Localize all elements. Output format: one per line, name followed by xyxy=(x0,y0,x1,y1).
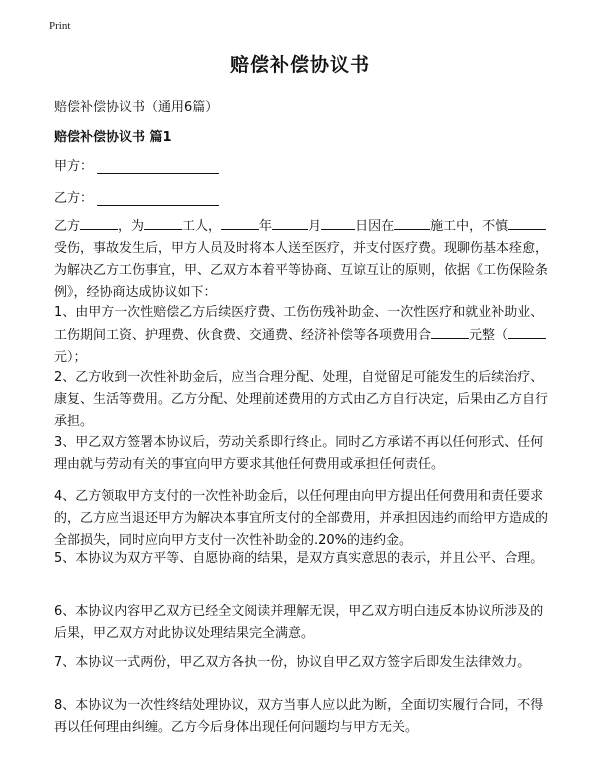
party-b-blank xyxy=(97,191,219,206)
clause-3: 3、甲乙双方签署本协议后，劳动关系即行终止。同时乙方承诺不再以任何形式、任何理由就与劳动有关的事宜向甲方要求其他任何费用或承担任何责任。 xyxy=(54,435,544,472)
year-blank xyxy=(221,215,259,230)
day-blank xyxy=(321,215,355,230)
clause-4: 4、乙方领取甲方支付的一次性补助金后，以任何理由向甲方提出任何费用和责任要求的，乙方应当退还甲方为解决本事宜所支付的全部费用，并承担因违约而给甲方造成的全部损失，同时应向甲方支付一次性补助金的.20%的违约金。 xyxy=(54,489,549,548)
clause-2: 2、乙方收到一次性补助金后，应当合理分配、处理，自觉留足可能发生的后续治疗、康复、生活等费用。乙方分配、处理前述费用的方式由乙方自行决定，后果由乙方自行承担。 xyxy=(54,370,549,429)
clause-8: 8、本协议为一次性终结处理协议，双方当事人应以此为断，全面切实履行合同，不得再以任何理由纠缠。乙方今后身体出现任何问题均与甲方无关。 xyxy=(54,698,544,735)
amount-blank xyxy=(431,324,469,339)
clause-1: 1、由甲方一次性赔偿乙方后续医疗费、工伤伤残补助金、一次性医疗和就业补助业、工伤期间工资、护理费、伙食费、交通费、经济补偿等各项费用合 元整（元）； xyxy=(54,302,554,369)
party-b-row xyxy=(54,187,219,206)
name-blank xyxy=(80,215,118,230)
site-blank xyxy=(394,215,430,230)
amount-number-blank xyxy=(508,324,546,339)
party-a-row xyxy=(54,155,219,174)
clause-6: 6、本协议内容甲乙双方已经全文阅读并理解无误，甲乙双方明白违反本协议所涉及的后果，甲乙双方对此协议处理结果完全满意。 xyxy=(54,604,544,641)
clause-5: 5、本协议为双方平等、自愿协商的结果，是双方真实意思的表示，并且公平、合理。 xyxy=(54,551,544,566)
injury-blank xyxy=(508,215,546,230)
party-a-blank xyxy=(97,159,219,174)
month-blank xyxy=(272,215,308,230)
party-b-label: 乙方： xyxy=(54,191,94,206)
document-title: 赔偿补偿协议书 xyxy=(229,54,370,76)
party-a-label: 甲方： xyxy=(54,159,94,174)
document-subtitle: 赔偿补偿协议书（通用6篇） xyxy=(54,100,219,115)
intro-paragraph: 乙方 ，为 工人， 年 月 日因在 施工中，不慎受伤，事故发生后，甲方人员及时将本人送至医疗，并支付医疗费。现聊伤基本痊愈，为解决乙方工伤事宜，甲、乙双方本着平等协商、互谅互让的原则，依据《工伤保险条例》，经协商达成协议如下： xyxy=(54,215,554,304)
section-heading: 赔偿补偿协议书 篇1 xyxy=(54,130,172,145)
job-blank xyxy=(144,215,182,230)
print-link[interactable]: Print xyxy=(49,20,71,32)
clause-7: 7、本协议一式两份，甲乙双方各执一份，协议自甲乙双方签字后即发生法律效力。 xyxy=(54,655,531,670)
